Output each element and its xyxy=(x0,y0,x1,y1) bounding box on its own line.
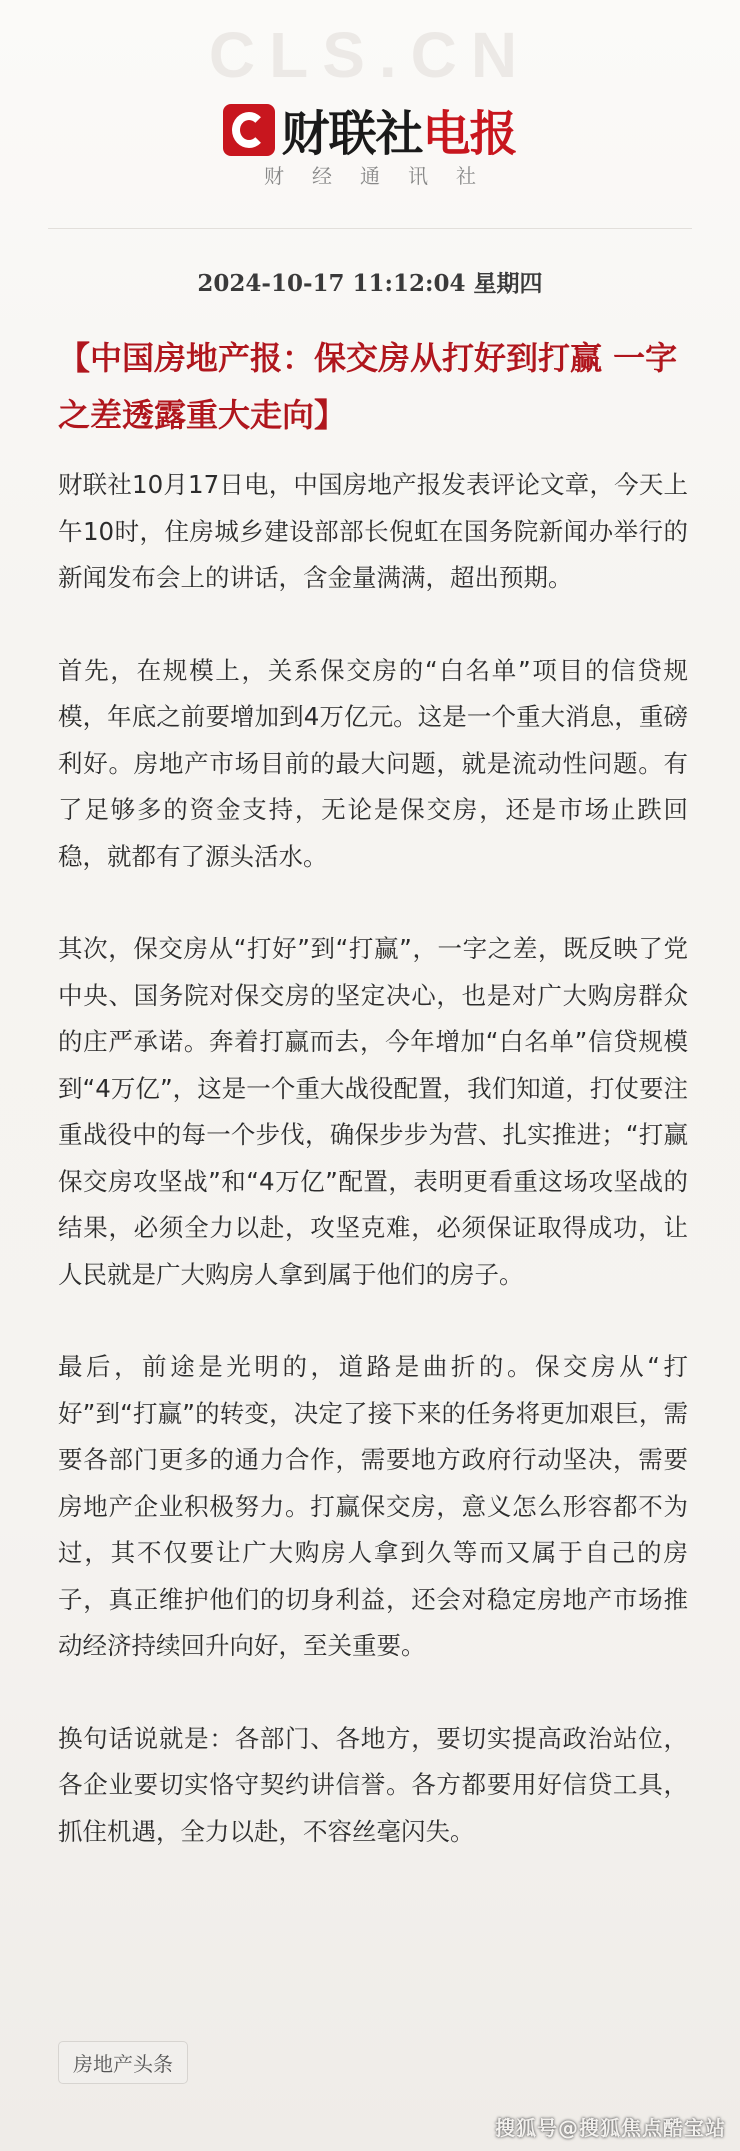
topic-tag[interactable]: 房地产头条 xyxy=(58,2041,188,2084)
brand-name-red: 电报 xyxy=(422,106,517,162)
publish-date: 2024-10-17 11:12:04 星期四 xyxy=(197,270,543,297)
cls-watermark: CLS.CN xyxy=(208,19,532,91)
source-watermark: 搜狐号@搜狐焦点酷宝站 xyxy=(495,2116,726,2140)
brand-subtitle: 财经通讯社 xyxy=(264,164,504,188)
headline: 【中国房地产报：保交房从打好到打赢 一字之差透露重大走向】 xyxy=(58,339,678,434)
brand-header xyxy=(0,95,740,164)
brand-name xyxy=(281,95,516,164)
paragraph-3: 其次，保交房从“打好”到“打赢”，一字之差，既反映了党中央、国务院对保交房的坚定决心，也是对广大购房群众的庄严承诺。奔着打赢而去，今年增加“白名单”信贷规模到“4万亿”，这是一个重大战役配置，我们知道，打仗要注重战役中的每一个步伐，确保步步为营、扎实推进；“打赢保交房攻坚战”和“4万亿”配置，表明更看重这场攻坚战的结果，必须全力以赴，攻坚克难，必须保证取得成功，让人民就是广大购房人拿到属于他们的房子。 xyxy=(58,934,688,1289)
paragraph-5: 换句话说就是：各部门、各地方，要切实提高政治站位，各企业要切实恪守契约讲信誉。各方都要用好信贷工具，抓住机遇，全力以赴，不容丝毫闪失。 xyxy=(58,1723,688,1846)
brand-name-black: 财联社 xyxy=(281,106,423,162)
paragraph-1: 财联社10月17日电，中国房地产报发表评论文章，今天上午10时，住房城乡建设部部长倪虹在国务院新闻办举行的新闻发布会上的讲话，含金量满满，超出预期。 xyxy=(58,470,688,592)
divider xyxy=(48,228,692,229)
cls-logo-icon xyxy=(223,104,275,156)
paragraph-4: 最后，前途是光明的，道路是曲折的。保交房从“打好”到“打赢”的转变，决定了接下来的任务将更加艰巨，需要各部门更多的通力合作，需要地方政府行动坚决，需要房地产企业积极努力。打赢保交房，意义怎么形容都不为过，其不仅要让广大购房人拿到久等而又属于自己的房子，真正维护他们的切身利益，还会对稳定房地产市场推动经济持续回升向好，至关重要。 xyxy=(58,1352,688,1660)
article-body xyxy=(58,462,688,1901)
paragraph-2: 首先，在规模上，关系保交房的“白名单”项目的信贷规模，年底之前要增加到4万亿元。这是一个重大消息，重磅利好。房地产市场目前的最大问题，就是流动性问题。有了足够多的资金支持，无论是保交房，还是市场止跌回稳，就都有了源头活水。 xyxy=(58,655,688,871)
